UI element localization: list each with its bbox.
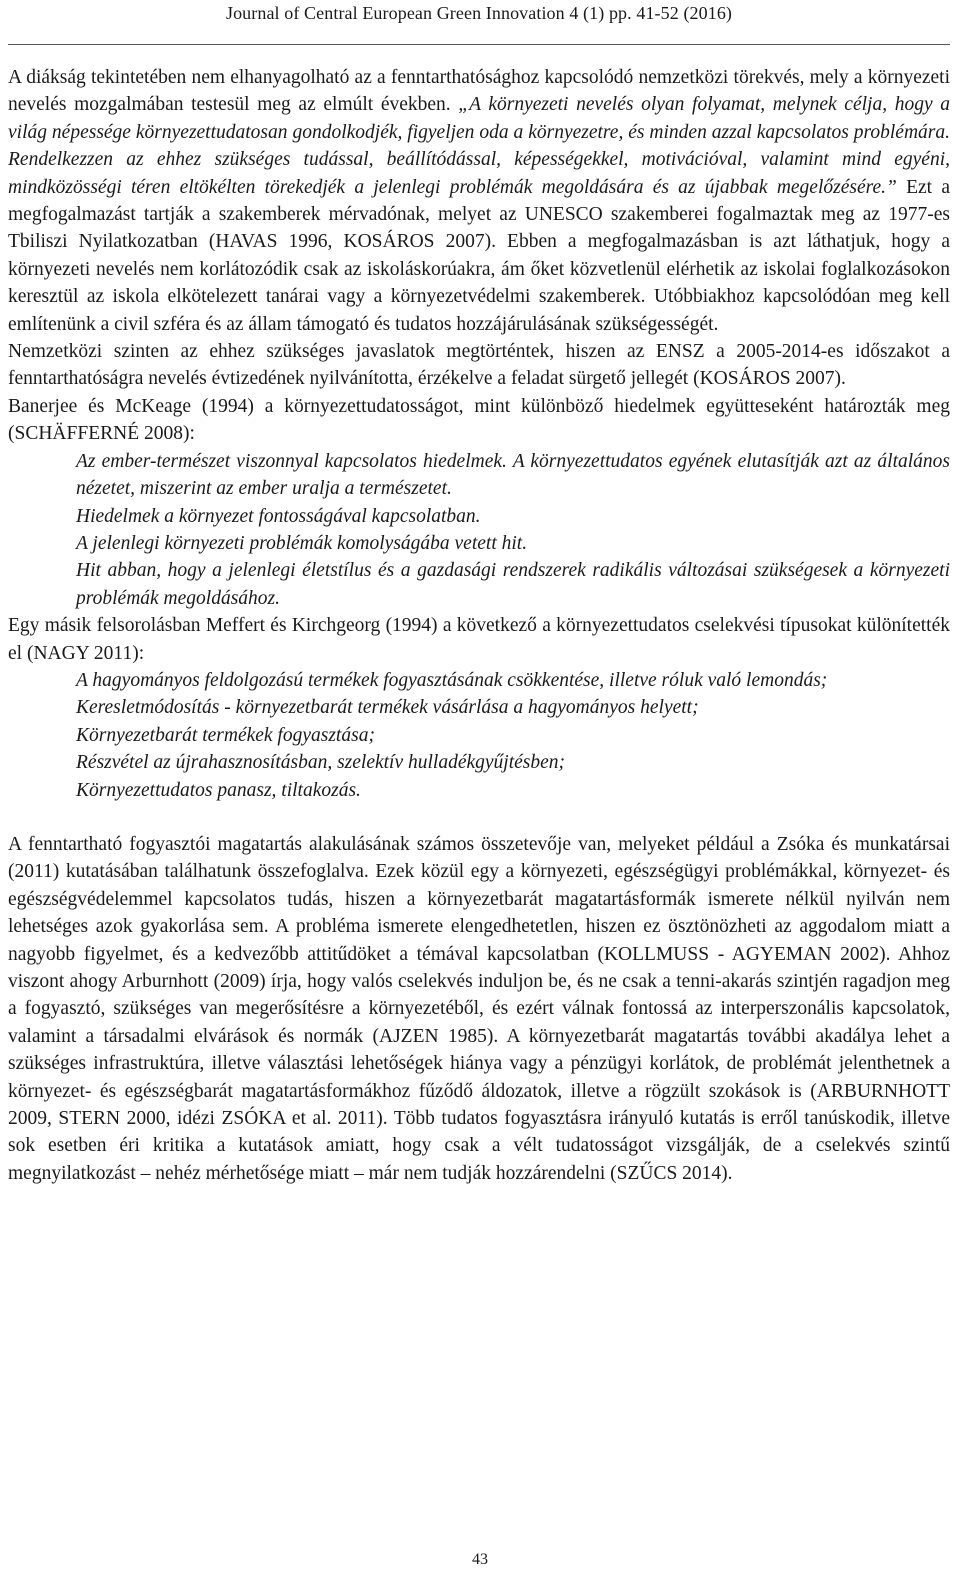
paragraph-environmental-education: [8, 64, 950, 338]
journal-header: Journal of Central European Green Innovation 4 (1) pp. 41-52 (2016): [225, 3, 733, 23]
list-item: Részvétel az újrahasznosításban, szelektív hulladékgyűjtésben;: [76, 752, 566, 774]
definition-quote: „A környezeti nevelés olyan folyamat, melynek célja, hogy a világ népessége környezettudatosan gondolkodjék, figyeljen oda a környezetre, és minden azzal kapcsolatos problémára. Rendelkezzen az ehhez szükséges tudással, beállítódással, képességekkel, motivációval, valamint mind egyéni, mindközösségi téren eltökélten törekedjék a jelenlegi problémák megoldására és az újabbak megelőzésére.”: [8, 94, 950, 198]
list-item: A jelenlegi környezeti problémák komolyságába vetett hit.: [76, 532, 528, 554]
paragraph-gap: [8, 804, 950, 831]
paragraph-un-decade: Nemzetközi szinten az ehhez szükséges javaslatok megtörténtek, hiszen az ENSZ a 2005-2014-es időszakot a fenntarthatóságra nevelés évtizedének nyilvánította, érzékelve a feladat sürgető jellegét (KOSÁROS 2007).: [8, 341, 950, 390]
list-item: Az ember-természet viszonnyal kapcsolatos hiedelmek. A környezettudatos egyének elutasítják azt az általános nézetet, miszerint az ember uralja a természetet.: [76, 450, 950, 500]
list-item: Keresletmódosítás - környezetbarát termékek vásárlása a hagyományos helyett;: [76, 697, 699, 719]
list-item: Hiedelmek a környezet fontosságával kapcsolatban.: [76, 505, 481, 527]
paragraph-banerjee: Banerjee és McKeage (1994) a környezettudatosságot, mint különböző hiedelmek együtteseként határozták meg (SCHÄFFERNÉ 2008):: [8, 395, 950, 445]
list-item: Hit abban, hogy a jelenlegi életstílus és a gazdasági rendszerek radikális változásai szükségesek a környezeti problémák megoldásához.: [76, 560, 950, 609]
action-types-list: [8, 667, 950, 804]
header-divider: [8, 44, 950, 45]
paragraph-sustainable-consumption: A fenntartható fogyasztói magatartás alakulásának számos összetevője van, melyeket például a Zsóka és munkatársai (2011) kutatásában találhatunk összefoglalva. Ezek közül egy a környezeti, egészségügyi problémákkal, környezet- és egészségvédelemmel kapcsolatos tudás, hiszen a környezetbarát magatartásformák ismerete nélkül nyilván nem lehetséges azok gyakorlása sem. A probléma ismerete elengedhetetlen, hiszen ez ösztönözheti az aggodalom miatt a nagyobb figyelmet, és a kedvezőbb attitűdöket a témával kapcsolatban (KOLLMUSS - AGYEMAN 2002). Ahhoz viszont ahogy Arburnhott (2009) írja, hogy valós cselekvés induljon be, és ne csak a tenni-akarás szintjén ragadjon meg a fogyasztó, szükséges van megerősítésre a környezetéből, és ezért válnak fontossá az interperszonális kapcsolatok, valamint a társadalmi elvárások és normák (AJZEN 1985). A környezetbarát magatartás további akadálya lehet a szükséges infrastruktúra, illetve választási lehetőségek hiánya vagy a pénzügyi korlátok, de problémát jelenthetnek a környezet- és egészségbarát magatartásformákhoz fűződő áldozatok, illetve a rögzült szokások is (ARBURNHOTT 2009, STERN 2000, idézi ZSÓKA et al. 2011). Több tudatos fogyasztásra irányuló kutatás is erről tanúskodik, illetve sok esetben éri kritika a kutatások amiatt, hogy csak a vélt tudatosságot vizsgálják, de a cselekvés szintű megnyilatkozást – nehéz mérhetősége miatt – már nem tudják hozzárendelni (SZŰCS 2014).: [8, 833, 950, 1184]
paragraph-meffert: Egy másik felsorolásban Meffert és Kirchgeorg (1994) a következő a környezettudatos cselekvési típusokat különítették el (NAGY 2011):: [8, 615, 950, 664]
list-item: Környezetbarát termékek fogyasztása;: [76, 724, 375, 746]
paragraph-continuation: Ezt a megfogalmazást tartják a szakemberek mérvadónak, melyet az UNESCO szakemberei fogalmaztak meg az 1977-es Tbiliszi Nyilatkozatban (HAVAS 1996, KOSÁROS 2007). Ebben a megfogalmazásban is azt láthatjuk, hogy a környezeti nevelés nem korlátozódik csak az iskoláskorúakra, ám őket közvetlenül elérhetik az iskolai foglalkozásokon keresztül az iskola elkötelezett tanárai vagy a környezetvédelmi szakemberek. Utóbbiakhoz kapcsolódóan meg kell említenünk a civil szféra és az állam támogató és tudatos hozzájárulásának szükségességét.: [8, 176, 950, 335]
body-text: [8, 64, 950, 1187]
paragraph-intro: A diákság tekintetében nem elhanyagolható az a fenntarthatósághoz kapcsolódó nemzetközi törekvés, mely a környezeti nevelés mozgalmában testesül meg az elmúlt években.: [8, 67, 950, 116]
list-item: A hagyományos feldolgozású termékek fogyasztásának csökkentése, illetve róluk való lemondás;: [76, 669, 828, 691]
beliefs-list: [8, 448, 950, 612]
list-item: Környezettudatos panasz, tiltakozás.: [76, 779, 361, 801]
page-number: 43: [472, 1551, 488, 1568]
